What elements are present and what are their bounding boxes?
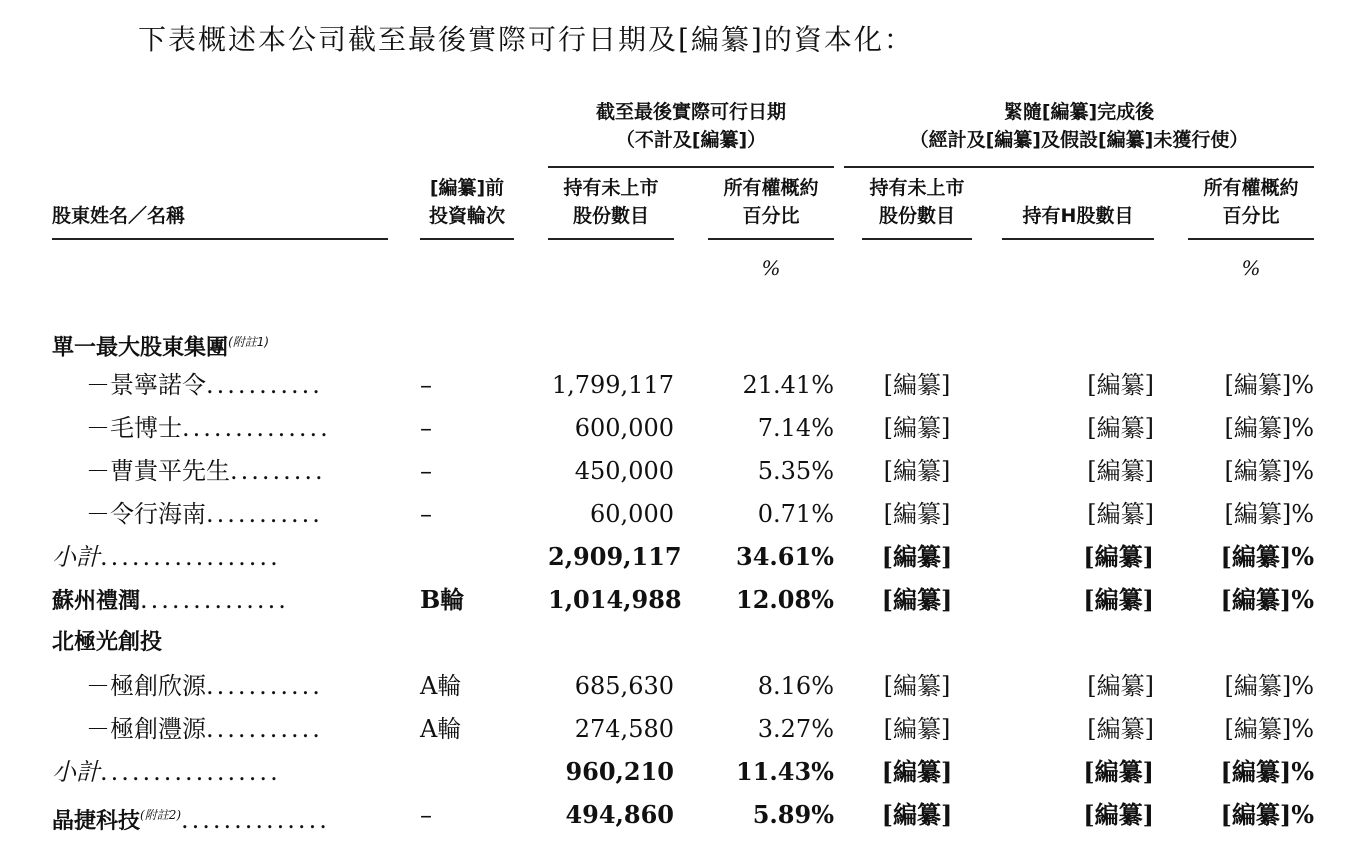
cell-after-unlisted: [編纂]	[881, 800, 953, 829]
cell-after-h: [編纂]	[1087, 457, 1154, 485]
cell-after-unlisted: [編纂]	[883, 715, 951, 743]
col-header-unlisted-line2: 股份數目	[572, 205, 649, 227]
row-name: －令行海南	[86, 500, 206, 528]
cell-after-unlisted: [編纂]	[883, 371, 951, 399]
col-header-pct	[708, 174, 834, 230]
cell-round: –	[420, 801, 432, 829]
cell-pct: 11.43%	[736, 757, 834, 786]
row-name: －曹貴平先生	[86, 457, 230, 485]
cell-after-pct: [編纂]%	[1224, 457, 1314, 485]
cell-round: B輪	[420, 585, 465, 614]
group-header-after	[844, 98, 1314, 154]
leader-dots: ...........	[206, 715, 323, 743]
leader-dots: ...........	[206, 371, 323, 399]
rule-after-pct	[1188, 238, 1314, 240]
cell-after-h: [編纂]	[1083, 757, 1154, 786]
cell-after-h: [編纂]	[1087, 500, 1154, 528]
cell-pct: 5.89%	[752, 800, 834, 829]
cell-after-pct: [編纂]%	[1224, 500, 1314, 528]
cell-shares: 600,000	[574, 414, 674, 442]
cell-pct: 7.14%	[757, 414, 834, 442]
cell-after-pct: [編纂]%	[1224, 672, 1314, 700]
subtotal-row	[52, 539, 281, 575]
cell-after-pct: [編纂]%	[1224, 715, 1314, 743]
cell-after-unlisted: [編纂]	[883, 457, 951, 485]
col-header-pct-line2: 百分比	[742, 205, 800, 227]
leader-dots: .................	[100, 543, 281, 571]
group-header-latest-line2: （不計及[編纂]）	[615, 129, 767, 151]
cell-after-h: [編纂]	[1087, 672, 1154, 700]
col-header-unlisted	[548, 174, 674, 230]
row-name: －景寧諾令	[86, 371, 206, 399]
footnote-ref: (附註1)	[228, 335, 270, 349]
col-header-shareholder: 股東姓名／名稱	[52, 205, 186, 227]
cell-after-h: [編纂]	[1087, 371, 1154, 399]
leader-dots: ...........	[206, 672, 323, 700]
cell-pct: 21.41%	[742, 371, 834, 399]
leader-dots: ...........	[206, 500, 323, 528]
col-header-after-h: 持有H股數目	[1022, 205, 1134, 227]
group-header-latest-line1: 截至最後實際可行日期	[595, 101, 786, 123]
rule-group-latest	[548, 166, 834, 168]
cell-after-unlisted: [編纂]	[883, 672, 951, 700]
col-header-after-pct-line2: 百分比	[1222, 205, 1280, 227]
table-row	[86, 711, 323, 747]
cell-after-unlisted: [編纂]	[881, 585, 953, 614]
col-header-round	[420, 174, 514, 230]
cell-shares: 960,210	[565, 757, 674, 786]
col-header-round-line2: 投資輪次	[428, 205, 505, 227]
table-row	[86, 410, 331, 446]
col-header-after-unlisted-line2: 股份數目	[878, 205, 955, 227]
leader-dots: ..............	[140, 586, 289, 614]
cell-pct: 0.71%	[757, 500, 834, 528]
cell-after-pct: [編纂]%	[1224, 414, 1314, 442]
group-header-latest	[548, 98, 834, 154]
col-header-after-unlisted-line1: 持有未上市	[869, 177, 965, 199]
col-header-round-line1: [編纂]前	[429, 177, 505, 199]
col-header-pct-line1: 所有權概約	[723, 177, 819, 199]
row-name: 單一最大股東集團	[52, 335, 229, 361]
cell-round: A輪	[420, 672, 462, 700]
cell-after-h: [編纂]	[1083, 800, 1154, 829]
row-name: －極創灃源	[86, 715, 206, 743]
footnote-ref: (附註2)	[140, 808, 182, 822]
cell-round: A輪	[420, 715, 462, 743]
col-header-after-pct	[1188, 174, 1314, 230]
cell-pct: 8.16%	[757, 672, 834, 700]
table-row	[52, 582, 289, 620]
row-name: 晶捷科技	[52, 809, 141, 834]
cell-round: –	[420, 457, 432, 485]
cell-after-unlisted: [編纂]	[881, 542, 953, 571]
row-name: 小計	[52, 543, 100, 571]
rule-after-unlisted	[862, 238, 972, 240]
table-row	[86, 668, 323, 704]
rule-round	[420, 238, 514, 240]
cell-round: –	[420, 500, 432, 528]
cell-pct: 3.27%	[757, 715, 834, 743]
group-header-after-line2: （經計及[編纂]及假設[編纂]未獲行使）	[909, 129, 1249, 151]
group-header-after-line1: 緊隨[編纂]完成後	[1003, 101, 1155, 123]
cell-after-pct: [編纂]%	[1220, 585, 1314, 614]
cell-after-unlisted: [編纂]	[883, 414, 951, 442]
cell-shares: 450,000	[574, 457, 674, 485]
leader-dots: .................	[100, 758, 281, 786]
col-header-after-pct-line1: 所有權概約	[1203, 177, 1299, 199]
col-header-after-unlisted	[862, 174, 972, 230]
cell-pct: 12.08%	[736, 585, 834, 614]
row-group-label: 北極光創投	[52, 630, 163, 655]
cell-after-pct: [編纂]%	[1220, 542, 1314, 571]
table-row	[52, 797, 330, 840]
cell-round: –	[420, 371, 432, 399]
cell-after-pct: [編纂]%	[1220, 800, 1314, 829]
intro-text: 下表概述本公司截至最後實際可行日期及[編纂]的資本化：	[138, 23, 914, 56]
cell-after-h: [編纂]	[1087, 414, 1154, 442]
cell-shares: 274,580	[574, 715, 674, 743]
cell-shares: 1,014,988	[548, 585, 682, 614]
cell-shares: 1,799,117	[551, 371, 674, 399]
cell-round: –	[420, 414, 432, 442]
rule-unlisted	[548, 238, 674, 240]
unit-pct-after: %	[1241, 256, 1261, 280]
rule-group-after	[844, 166, 1314, 168]
cell-shares: 2,909,117	[548, 542, 682, 571]
unit-pct-latest: %	[761, 256, 781, 280]
cell-after-h: [編纂]	[1083, 542, 1154, 571]
cell-shares: 685,630	[574, 672, 674, 700]
cell-shares: 494,860	[565, 800, 674, 829]
rule-shareholder	[52, 238, 388, 240]
row-name: －毛博士	[86, 414, 182, 442]
cell-after-pct: [編纂]%	[1220, 757, 1314, 786]
leader-dots: ..............	[182, 414, 331, 442]
leader-dots: ..............	[181, 806, 330, 834]
table-row	[86, 453, 326, 489]
leader-dots: .........	[230, 457, 326, 485]
row-group-label	[52, 324, 269, 366]
cell-after-unlisted: [編纂]	[883, 500, 951, 528]
rule-after-h	[1002, 238, 1154, 240]
cell-after-h: [編纂]	[1087, 715, 1154, 743]
cell-after-unlisted: [編纂]	[881, 757, 953, 786]
table-row	[86, 496, 323, 532]
table-row	[86, 367, 323, 403]
cell-after-h: [編纂]	[1083, 585, 1154, 614]
cell-pct: 34.61%	[736, 542, 834, 571]
cell-pct: 5.35%	[757, 457, 834, 485]
cell-after-pct: [編纂]%	[1224, 371, 1314, 399]
row-name: 蘇州禮潤	[52, 589, 141, 614]
row-name: －極創欣源	[86, 672, 206, 700]
col-header-unlisted-line1: 持有未上市	[563, 177, 659, 199]
subtotal-row	[52, 754, 281, 790]
cell-shares: 60,000	[590, 500, 674, 528]
row-name: 小計	[52, 758, 100, 786]
rule-pct	[708, 238, 834, 240]
